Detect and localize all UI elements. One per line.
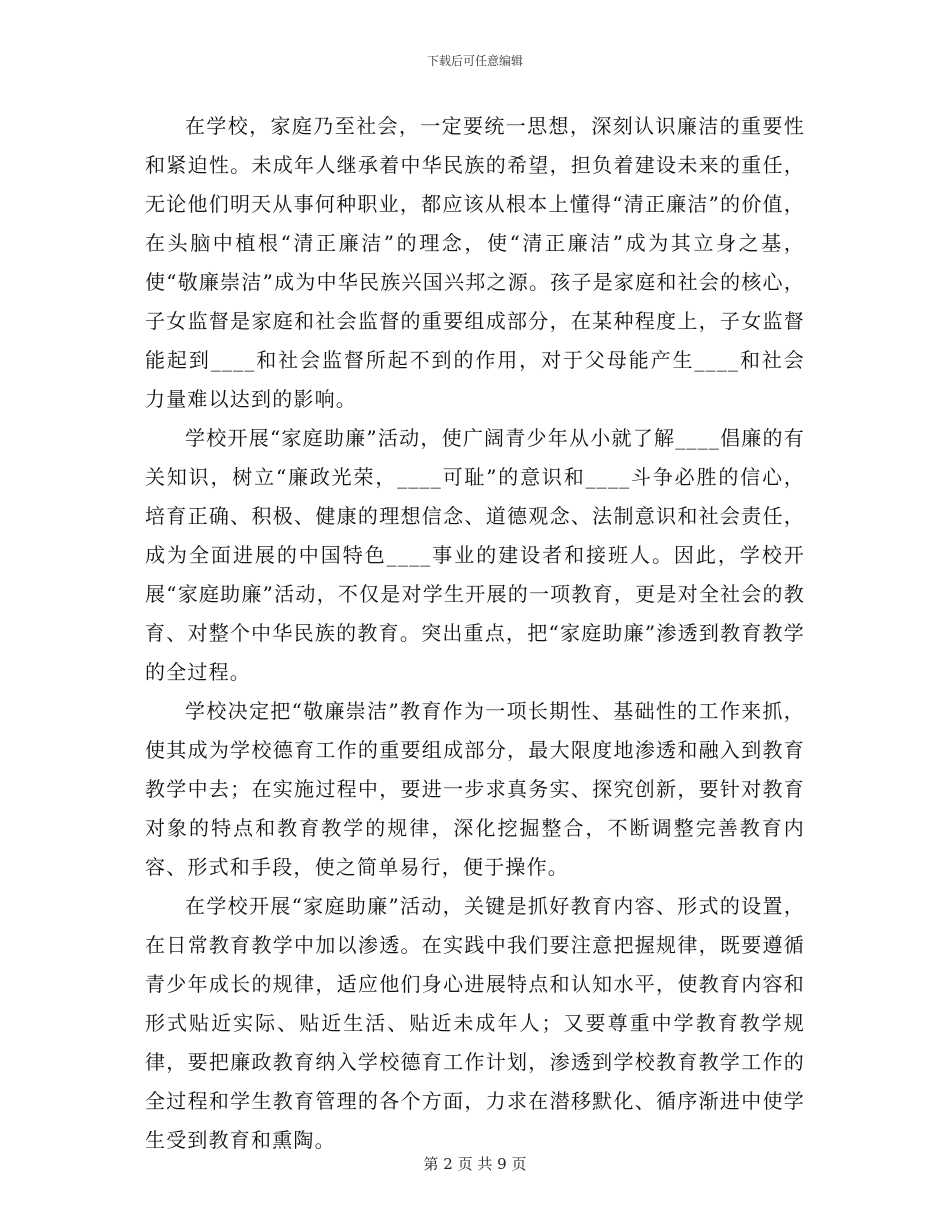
- page-header: 下载后可任意编辑: [426, 54, 523, 68]
- paragraph: 在学校，家庭乃至社会，一定要统一思想，深刻认识廉洁的重要性和紧迫性。未成年人继承着中华民族的希望，担负着建设未来的重任，无论他们明天从事何种职业，都应该从根本上懂得“清正廉洁”的价值，在头脑中植根“清正廉洁”的理念，使“清正廉洁”成为其立身之基，使“敬廉崇洁”成为中华民族兴国兴邦之源。孩子是家庭和社会的核心，子女监督是家庭和社会监督的重要组成部分，在某种程度上，子女监督能起到____和社会监督所起不到的作用，对于父母能产生____和社会力量难以达到的影响。: [145, 114, 805, 411]
- paragraph: 学校决定把“敬廉崇洁”教育作为一项长期性、基础性的工作来抓，使其成为学校德育工作的重要组成部分，最大限度地渗透和融入到教育教学中去；在实施过程中，要进一步求真务实、探究创新，要针对教育对象的特点和教育教学的规律，深化挖掘整合，不断调整完善教育内容、形式和手段，使之简单易行，便于操作。: [145, 699, 805, 879]
- document-body: [145, 107, 805, 1160]
- page-number: 第 2 页 共 9 页: [423, 1155, 527, 1173]
- paragraph: 在学校开展“家庭助廉”活动，关键是抓好教育内容、形式的设置，在日常教育教学中加以渗透。在实践中我们要注意把握规律，既要遵循青少年成长的规律，适应他们身心进展特点和认知水平，使教育内容和形式贴近实际、贴近生活、贴近未成年人；又要尊重中学教育教学规律，要把廉政教育纳入学校德育工作计划，渗透到学校教育教学工作的全过程和学生教育管理的各个方面，力求在潜移默化、循序渐进中使学生受到教育和熏陶。: [145, 894, 805, 1152]
- paragraph: 学校开展“家庭助廉”活动，使广阔青少年从小就了解____倡廉的有关知识，树立“廉政光荣，____可耻”的意识和____斗争必胜的信心，培育正确、积极、健康的理想信念、道德观念、法制意识和社会责任，成为全面进展的中国特色____事业的建设者和接班人。因此，学校开展“家庭助廉”活动，不仅是对学生开展的一项教育，更是对全社会的教育、对整个中华民族的教育。突出重点，把“家庭助廉”渗透到教育教学的全过程。: [145, 426, 805, 684]
